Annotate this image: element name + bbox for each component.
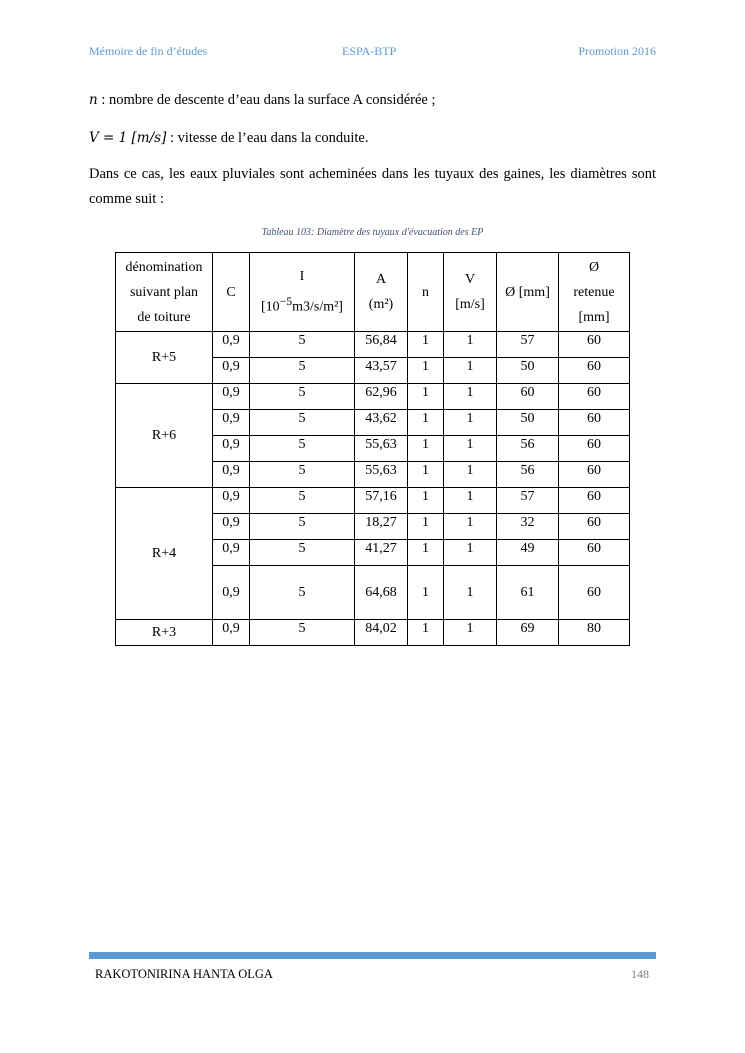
table-row: 0,9 5 41,27 1 1 49 60	[116, 540, 630, 566]
col-header-a: A (m²)	[355, 253, 408, 332]
table-header-row	[116, 253, 630, 332]
col-header-c: C	[213, 253, 250, 332]
definition-n-text: : nombre de descente d’eau dans la surface A considérée ;	[97, 92, 436, 108]
footer-author: RAKOTONIRINA HANTA OLGA	[95, 967, 273, 981]
col-header-diameter: Ø [mm]	[497, 253, 559, 332]
group-name: R+6	[116, 384, 213, 488]
table-row: 0,9 5 18,27 1 1 32 60	[116, 514, 630, 540]
header-promotion: Promotion 2016	[578, 44, 656, 58]
table-caption: Tableau 103: Diamètre des tuyaux d'évacuation des EP	[261, 227, 484, 238]
group-name: R+5	[116, 332, 213, 384]
col-header-denomination: dénomination suivant plan de toiture	[116, 253, 213, 332]
table-row: 0,9 5 43,62 1 1 50 60	[116, 410, 630, 436]
table-row: 0,9 5 55,63 1 1 56 60	[116, 436, 630, 462]
var-n: n	[89, 92, 98, 108]
page-number: 148	[631, 967, 649, 981]
page-header	[89, 44, 656, 60]
group-name: R+3	[116, 620, 213, 646]
drainage-diameter-table	[115, 252, 630, 646]
col-header-i: I $[10^{-5}m3/s/m^2]$	[250, 253, 355, 332]
intro-paragraph: Dans ce cas, les eaux pluviales sont acheminées dans les tuyaux des gaines, les diamètres sont comme suit :	[89, 166, 656, 207]
col-header-diameter-retained: Ø retenue [mm]	[559, 253, 630, 332]
definition-v	[89, 126, 656, 151]
table-row: 0,9 5 55,63 1 1 56 60	[116, 462, 630, 488]
definition-n	[89, 88, 656, 113]
table-row: R+5 0,9 5 56,84 1 1 57 60	[116, 332, 630, 358]
group-name: R+4	[116, 488, 213, 620]
header-school: ESPA-BTP	[342, 44, 397, 58]
table-row: R+6 0,9 5 62,96 1 1 60 60	[116, 384, 630, 410]
definition-v-text: : vitesse de l’eau dans la conduite.	[166, 130, 369, 146]
footer-divider-bar	[89, 952, 656, 959]
header-thesis-title: Mémoire de fin d’études	[89, 44, 208, 58]
table-row: R+4 0,9 5 57,16 1 1 57 60	[116, 488, 630, 514]
table-row: 0,9 5 64,68 1 1 61 60	[116, 566, 630, 620]
col-header-v: V [m/s]	[444, 253, 497, 332]
var-v: V = 1 [m/s]	[89, 130, 167, 146]
table-row: R+3 0,9 5 84,02 1 1 69 80	[116, 620, 630, 646]
table-row: 0,9 5 43,57 1 1 50 60	[116, 358, 630, 384]
col-header-n: n	[408, 253, 444, 332]
